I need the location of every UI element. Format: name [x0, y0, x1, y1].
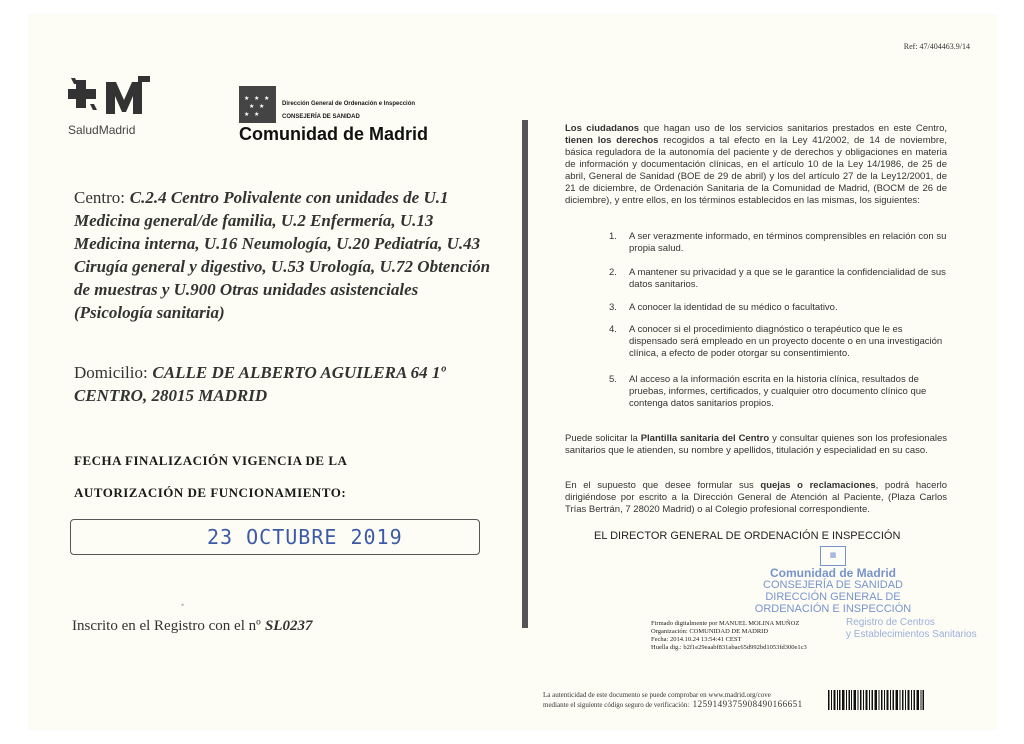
column-divider: [522, 120, 528, 628]
rights-item-text: A conocer la identidad de su médico o facultativo.: [629, 302, 838, 313]
comunidad-madrid-flag-icon: ★ ★ ★ ★ ★ ★ ★: [239, 86, 276, 123]
comunidad-madrid-title: Comunidad de Madrid: [239, 124, 428, 144]
signature-line: Fecha: 2014.10.24 13:54:41 CEST: [651, 636, 742, 643]
rights-item-number: 3.: [609, 302, 617, 313]
plantilla-text-post: y consultar quienes son los profesionales sanitarios que le atienden, su nombre y apellidos, titulación y especialidad en su caso.: [565, 433, 947, 456]
rights-item: [609, 302, 947, 314]
quejas-text-post: , podrá hacerlo dirigiéndose por escrito a la Dirección General de Atención al Paciente, (Plaza Carlos Trías Bertrán, 7 28020 Madrid) o al Colegio profesional correspondiente.: [565, 480, 948, 515]
intro-bold-derechos: tienen los derechos: [565, 135, 659, 146]
stamp-registro: [846, 617, 977, 641]
digital-signature-block: [651, 620, 807, 652]
stamp-line: CONSEJERÍA DE SANIDAD: [763, 579, 903, 591]
rights-item-text: A conocer si el procedimiento diagnóstico o terapéutico que le es dispensado será empleado en un proyecto docente o en una investigación clínica, a efecto de poder otorgar su consentimiento.: [629, 324, 943, 359]
centro-block: [74, 186, 494, 324]
registro-label: Inscrito en el Registro con el nº: [72, 618, 261, 634]
rights-item-number: 1.: [609, 231, 617, 242]
direccion-general-label: Dirección General de Ordenación e Inspección: [282, 101, 416, 107]
registro-value: SL0237: [264, 618, 313, 634]
rights-item-text: A mantener su privacidad y a que se le garantice la confidencialidad de sus datos sanitarios.: [629, 267, 946, 290]
salud-madrid-mark-icon: [68, 76, 156, 116]
reference-number: Ref: 47/404463.9/14: [903, 42, 970, 51]
intro-bold-ciudadanos: Los ciudadanos: [565, 123, 640, 134]
quejas-bold: quejas o reclamaciones: [760, 480, 876, 491]
pen-mark: •: [181, 600, 185, 610]
centro-value: C.2.4 Centro Polivalente con unidades de U.1 Medicina general/de familia, U.2 Enfermería, U.13 Medicina interna, U.16 Neumología, U.20 Pediatría, U.43 Cirugía general y digestivo, U.53 Urología, U.72 Obtención de muestras y U.900 Otras unidades asistenciales (Psicología sanitaria): [74, 188, 491, 322]
barcode-icon: [828, 690, 924, 710]
salud-madrid-mark: [68, 76, 158, 123]
stamp-line: DIRECCIÓN GENERAL DE: [765, 591, 901, 603]
rights-item-text: A ser verazmente informado, en términos comprensibles en relación con su propia salud.: [629, 231, 947, 254]
salud-madrid-text: SaludMadrid: [68, 123, 136, 137]
rights-intro: [565, 123, 947, 207]
rights-item-text: Al acceso a la información escrita en la historia clínica, resultados de pruebas, informes, certificados, y cualquier otro documento clínico que contenga datos sanitarios propios.: [629, 374, 927, 409]
intro-text-1: que hagan uso de los servicios sanitarios prestados en este Centro,: [639, 123, 947, 134]
rights-item: [609, 231, 947, 255]
fecha-heading-line2: AUTORIZACIÓN DE FUNCIONAMIENTO:: [74, 485, 347, 500]
verification-code: 1259149375908490166651: [692, 699, 803, 709]
stamp-line: ORDENACIÓN E INSPECCIÓN: [754, 603, 912, 615]
signature-line: Huella dig.: b2f1e29eaabf831abac65d992bd1053fd300e1c3: [651, 644, 807, 651]
stamp-line: Registro de Centros: [846, 617, 935, 628]
fecha-heading-line1: FECHA FINALIZACIÓN VIGENCIA DE LA: [74, 453, 348, 468]
plantilla-paragraph: [565, 433, 947, 457]
footer-line: mediante el siguiente código seguro de verificación:: [543, 701, 690, 709]
quejas-paragraph: [565, 480, 947, 516]
director-signature-title: EL DIRECTOR GENERAL DE ORDENACIÓN E INSPECCIÓN: [594, 530, 901, 542]
footer-line: La autenticidad de este documento se puede comprobar en www.madrid.org/cove: [543, 691, 771, 699]
stamp-crest-icon: ▦: [820, 546, 846, 566]
plantilla-text-pre: Puede solicitar la: [565, 433, 641, 444]
centro-label: Centro:: [74, 188, 125, 207]
verification-footer: [543, 691, 803, 710]
signature-line: Organización: COMUNIDAD DE MADRID: [651, 628, 769, 635]
plantilla-bold: Plantilla sanitaria del Centro: [640, 433, 770, 444]
domicilio-block: [74, 361, 494, 407]
rights-item: [609, 267, 947, 291]
signature-line: Firmado digitalmente por MANUEL MOLINA MUÑOZ: [651, 620, 800, 627]
quejas-text-pre: En el supuesto que desee formular sus: [565, 480, 761, 491]
salud-madrid-logo: [68, 76, 158, 136]
rights-item-number: 4.: [609, 324, 617, 335]
expiry-date-stamp: 23 OCTUBRE 2019: [207, 525, 403, 549]
rights-item: [609, 374, 947, 410]
intro-text-2: recogidos a tal efecto en la Ley 41/2002, de 14 de noviembre, básica reguladora de la autonomía del paciente y de derechos y obligaciones en materia de información y documentación clínicas, en el artículo 10 de la Ley 14/1986, de 25 de abril, General de Sanidad (BOE de 29 de abril) y los del artículo 27 de la Ley12/2001, de 21 de diciembre, de Ordenación Sanitaria de la Comunidad de Madrid, (BOCM de 26 de diciembre), y entre ellos, en los términos establecidos en las mismas, los siguientes:: [565, 135, 947, 206]
stamp-line: y Establecimientos Sanitarios: [846, 629, 977, 640]
registro-block: [72, 617, 312, 635]
domicilio-value: CALLE DE ALBERTO AGUILERA 64 1º CENTRO, 28015 MADRID: [74, 363, 446, 405]
rights-item-number: 2.: [609, 267, 617, 278]
domicilio-label: Domicilio:: [74, 363, 148, 382]
rights-item-number: 5.: [609, 374, 617, 385]
official-stamp: [748, 546, 918, 615]
rights-item: [609, 324, 947, 360]
stamp-line: Comunidad de Madrid: [770, 566, 896, 580]
consejeria-label: CONSEJERÍA DE SANIDAD: [282, 114, 360, 120]
